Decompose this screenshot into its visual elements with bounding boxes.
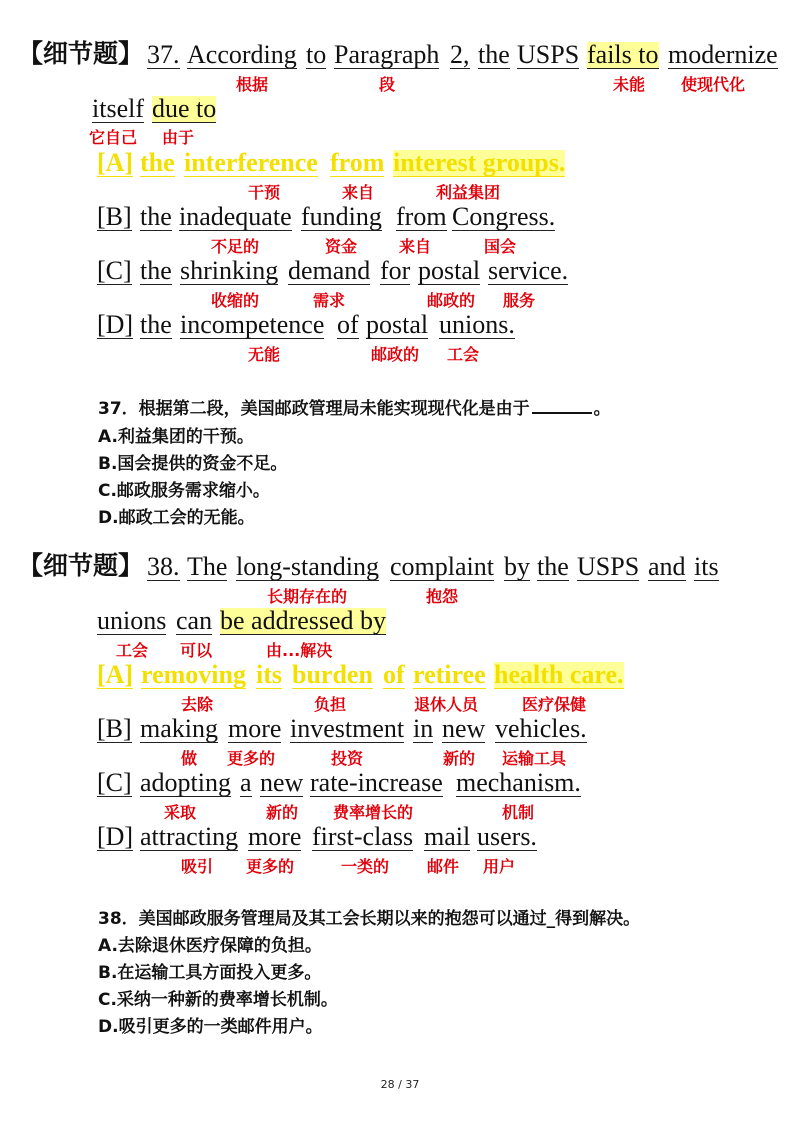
chinese-gloss: 它自己 <box>89 128 138 147</box>
chinese-gloss: 来自 <box>342 183 375 202</box>
chinese-gloss: 吸引 <box>181 857 214 876</box>
option-b-word: funding <box>301 202 382 231</box>
stem-word: to <box>306 40 327 69</box>
option-a-word: of <box>383 660 405 689</box>
option-a-word: [A] <box>97 148 134 177</box>
option-a-word: removing <box>141 660 246 689</box>
option-b-word: the <box>140 202 172 231</box>
option-a-word: interference <box>184 148 318 177</box>
stem-word: the <box>537 552 569 581</box>
question-37-chinese-stem-text: 37．根据第二段，美国邮政管理局未能实现现代化是由于 <box>98 399 530 419</box>
option-c-word: rate-increase <box>310 768 443 797</box>
option-d-word: more <box>248 822 302 851</box>
chinese-gloss: 医疗保健 <box>522 695 587 714</box>
stem-word: its <box>694 552 719 581</box>
chinese-gloss: 机制 <box>502 803 535 822</box>
chinese-gloss: 负担 <box>314 695 347 714</box>
chinese-gloss: 资金 <box>325 237 358 256</box>
question-37-chinese-option-c: C.邮政服务需求缩小。 <box>98 481 270 501</box>
question-38-chinese-option-b: B.在运输工具方面投入更多。 <box>98 963 322 983</box>
chinese-gloss: 使现代化 <box>681 75 746 94</box>
stem-word: Paragraph <box>334 40 440 69</box>
chinese-gloss: 段 <box>379 75 396 94</box>
chinese-gloss: 运输工具 <box>502 749 567 768</box>
option-a-word: health care. <box>494 660 624 689</box>
chinese-gloss: 去除 <box>181 695 214 714</box>
chinese-gloss: 利益集团 <box>436 183 501 202</box>
option-a-word: its <box>256 660 282 689</box>
option-b-word: vehicles. <box>495 714 587 743</box>
stem-word: itself <box>92 94 144 123</box>
option-c-word: demand <box>288 256 371 285</box>
chinese-gloss: 无能 <box>248 345 281 364</box>
stem-word: be addressed by <box>220 606 387 635</box>
stem-word: complaint <box>390 552 494 581</box>
chinese-gloss: 由...解决 <box>266 641 333 660</box>
option-b-word: new <box>442 714 486 743</box>
option-a-word: retiree <box>413 660 486 689</box>
question-37-chinese-stem-end: 。 <box>593 399 611 419</box>
stem-word: fails to <box>587 40 659 69</box>
question-37-chinese-option-a: A.利益集团的干预。 <box>98 427 254 447</box>
chinese-gloss: 做 <box>181 749 198 768</box>
option-c-word: shrinking <box>180 256 279 285</box>
question-type-tag: 【细节题】 <box>18 553 144 580</box>
question-38-chinese-option-a: A.去除退休医疗保障的负担。 <box>98 936 322 956</box>
answer-blank <box>532 398 592 414</box>
option-d-word: attracting <box>140 822 239 851</box>
stem-word: 2, <box>450 40 470 69</box>
question-type-tag: 【细节题】 <box>18 41 144 68</box>
question-38-chinese-stem: 38．美国邮政服务管理局及其工会长期以来的抱怨可以通过_得到解决。 <box>98 909 641 929</box>
question-37-chinese-stem <box>98 398 611 420</box>
stem-word: USPS <box>517 40 580 69</box>
option-b-word: from <box>396 202 447 231</box>
option-c-word: for <box>380 256 411 285</box>
option-c-word: the <box>140 256 172 285</box>
chinese-gloss: 新的 <box>443 749 476 768</box>
chinese-gloss: 采取 <box>164 803 197 822</box>
chinese-gloss: 退休人员 <box>414 695 479 714</box>
question-37-chinese-option-d: D.邮政工会的无能。 <box>98 508 255 528</box>
option-d-word: incompetence <box>180 310 325 339</box>
stem-word: USPS <box>577 552 640 581</box>
option-b-word: more <box>228 714 282 743</box>
stem-word: modernize <box>668 40 778 69</box>
chinese-gloss: 不足的 <box>211 237 260 256</box>
option-c-word: adopting <box>140 768 231 797</box>
option-c-word: mechanism. <box>456 768 581 797</box>
stem-word: The <box>187 552 228 581</box>
chinese-gloss: 收缩的 <box>211 291 260 310</box>
option-b-word: making <box>140 714 218 743</box>
stem-word: 37. <box>147 40 180 69</box>
chinese-gloss: 来自 <box>399 237 432 256</box>
option-a-word: [A] <box>97 660 134 689</box>
stem-word: the <box>478 40 510 69</box>
option-d-word: [D] <box>97 310 134 339</box>
question-37-chinese-option-b: B.国会提供的资金不足。 <box>98 454 288 474</box>
chinese-gloss: 更多的 <box>227 749 276 768</box>
option-b-word: [B] <box>97 714 132 743</box>
chinese-gloss: 投资 <box>331 749 364 768</box>
chinese-gloss: 用户 <box>483 857 516 876</box>
chinese-gloss: 邮政的 <box>371 345 420 364</box>
option-c-word: [C] <box>97 256 132 285</box>
stem-word: unions <box>97 606 167 635</box>
chinese-gloss: 更多的 <box>246 857 295 876</box>
option-d-word: users. <box>477 822 537 851</box>
question-38-chinese-option-c: C.采纳一种新的费率增长机制。 <box>98 990 338 1010</box>
chinese-gloss: 费率增长的 <box>333 803 414 822</box>
option-c-word: a <box>240 768 252 797</box>
stem-word: According <box>187 40 297 69</box>
option-b-word: investment <box>290 714 405 743</box>
chinese-gloss: 新的 <box>266 803 299 822</box>
option-c-word: service. <box>488 256 569 285</box>
stem-word: can <box>176 606 213 635</box>
stem-word: and <box>648 552 686 581</box>
chinese-gloss: 未能 <box>613 75 646 94</box>
option-a-word: from <box>330 148 385 177</box>
stem-word: long-standing <box>236 552 379 581</box>
page-number: 28 / 37 <box>380 1078 420 1091</box>
chinese-gloss: 一类的 <box>341 857 390 876</box>
option-d-word: mail <box>424 822 471 851</box>
option-b-word: inadequate <box>179 202 292 231</box>
chinese-gloss: 国会 <box>484 237 517 256</box>
stem-word: due to <box>152 94 217 123</box>
chinese-gloss: 邮政的 <box>427 291 476 310</box>
chinese-gloss: 服务 <box>503 291 536 310</box>
option-d-word: unions. <box>439 310 515 339</box>
option-b-word: in <box>413 714 434 743</box>
chinese-gloss: 干预 <box>248 183 281 202</box>
option-c-word: postal <box>418 256 481 285</box>
chinese-gloss: 可以 <box>180 641 213 660</box>
chinese-gloss: 由于 <box>162 128 195 147</box>
stem-word: 38. <box>147 552 180 581</box>
stem-word: by <box>504 552 530 581</box>
chinese-gloss: 根据 <box>236 75 269 94</box>
option-d-word: [D] <box>97 822 134 851</box>
chinese-gloss: 抱怨 <box>426 587 459 606</box>
option-a-word: burden <box>292 660 373 689</box>
chinese-gloss: 工会 <box>116 641 149 660</box>
option-d-word: first-class <box>312 822 414 851</box>
option-b-word: [B] <box>97 202 132 231</box>
option-d-word: the <box>140 310 172 339</box>
option-a-word: the <box>140 148 175 177</box>
question-38-chinese-option-d: D.吸引更多的一类邮件用户。 <box>98 1017 323 1037</box>
option-c-word: [C] <box>97 768 132 797</box>
option-a-word: interest groups. <box>393 148 566 177</box>
option-b-word: Congress. <box>452 202 556 231</box>
chinese-gloss: 邮件 <box>427 857 460 876</box>
chinese-gloss: 工会 <box>447 345 480 364</box>
option-d-word: of <box>337 310 359 339</box>
chinese-gloss: 需求 <box>313 291 346 310</box>
chinese-gloss: 长期存在的 <box>267 587 348 606</box>
option-c-word: new <box>260 768 304 797</box>
option-d-word: postal <box>366 310 429 339</box>
